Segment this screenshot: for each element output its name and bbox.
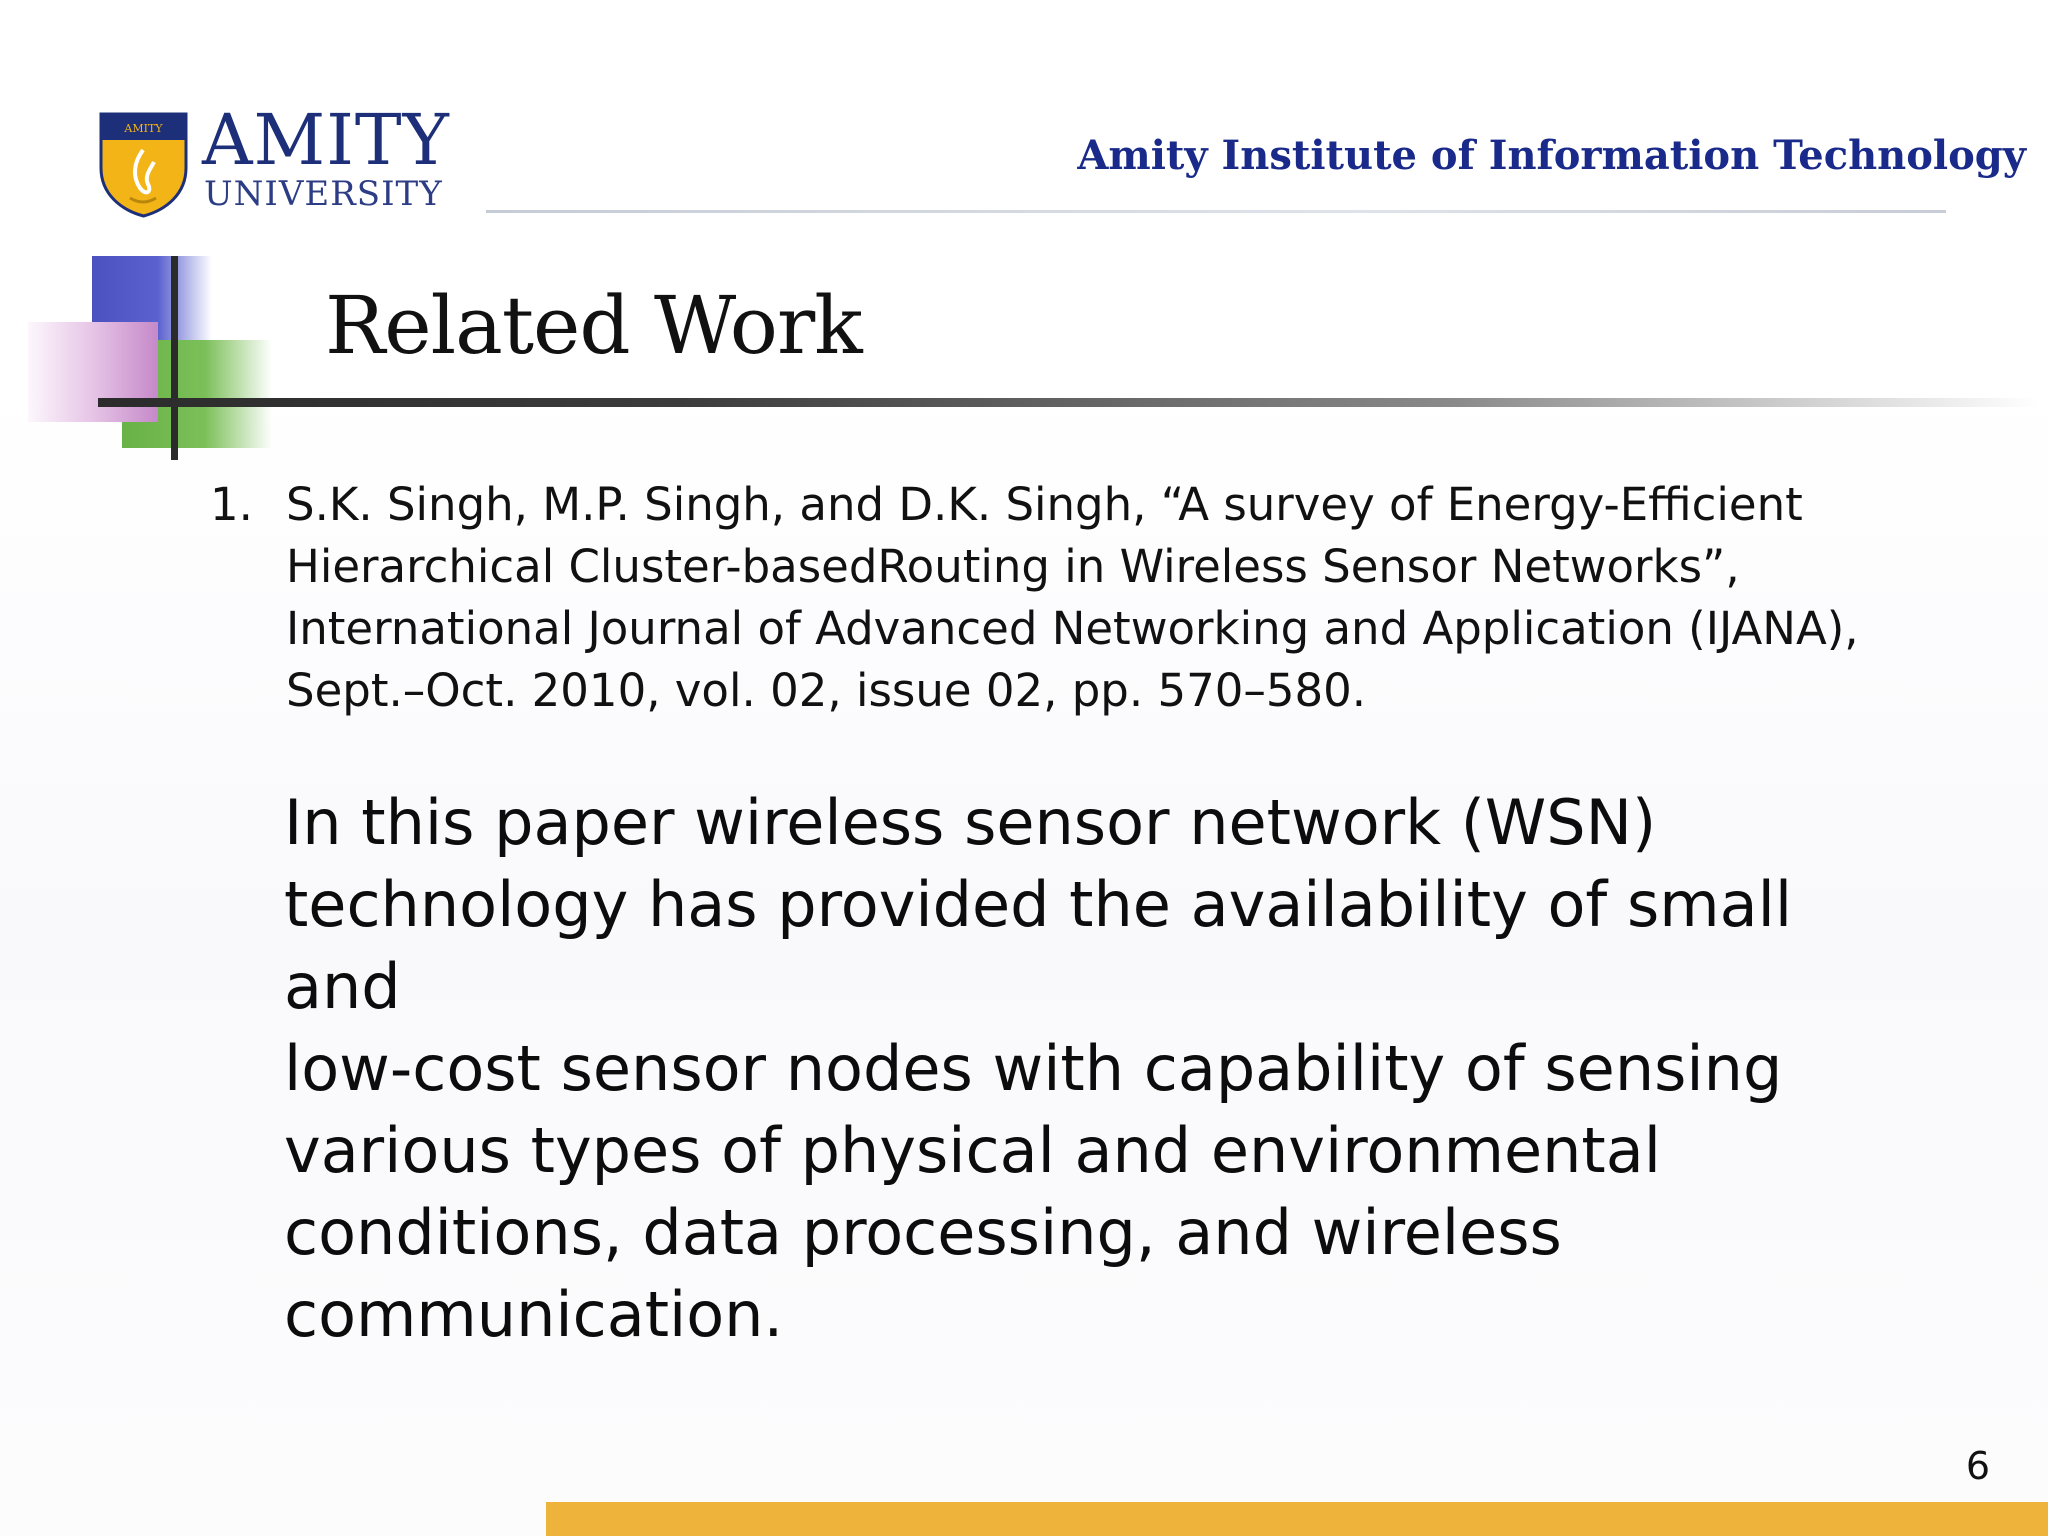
title-underline (98, 398, 2038, 407)
amity-university-logo (96, 99, 450, 220)
title-decoration-vertical-line (171, 256, 178, 460)
page-number: 6 (1965, 1444, 1990, 1488)
reference-text: S.K. Singh, M.P. Singh, and D.K. Singh, “A survey of Energy-Efficient Hierarchical Cluster-basedRouting in Wireless Sensor Networks”, International Journal of Advanced Networking and Application (IJANA), Sept.–Oct. 2010, vol. 02, issue 02, pp. 570–580. (286, 478, 1859, 717)
header-divider (486, 210, 1946, 213)
logo-subtitle: UNIVERSITY (204, 174, 443, 214)
slide-title: Related Work (325, 279, 862, 372)
reference-number: 1. (210, 478, 253, 531)
footer-bar (546, 1502, 2048, 1536)
logo-wordmark: AMITY (202, 99, 450, 181)
amity-shield-icon (96, 110, 191, 218)
summary-paragraph: In this paper wireless sensor network (WSN) technology has provided the availability of small and low-cost sensor nodes with capability of sensing various types of physical and environmental conditions, data processing, and wireless communication. (284, 786, 1793, 1351)
title-decoration-pink-square (28, 322, 158, 422)
svg-text:AMITY: AMITY (124, 122, 163, 135)
institute-name: Amity Institute of Information Technology (1077, 132, 2026, 179)
